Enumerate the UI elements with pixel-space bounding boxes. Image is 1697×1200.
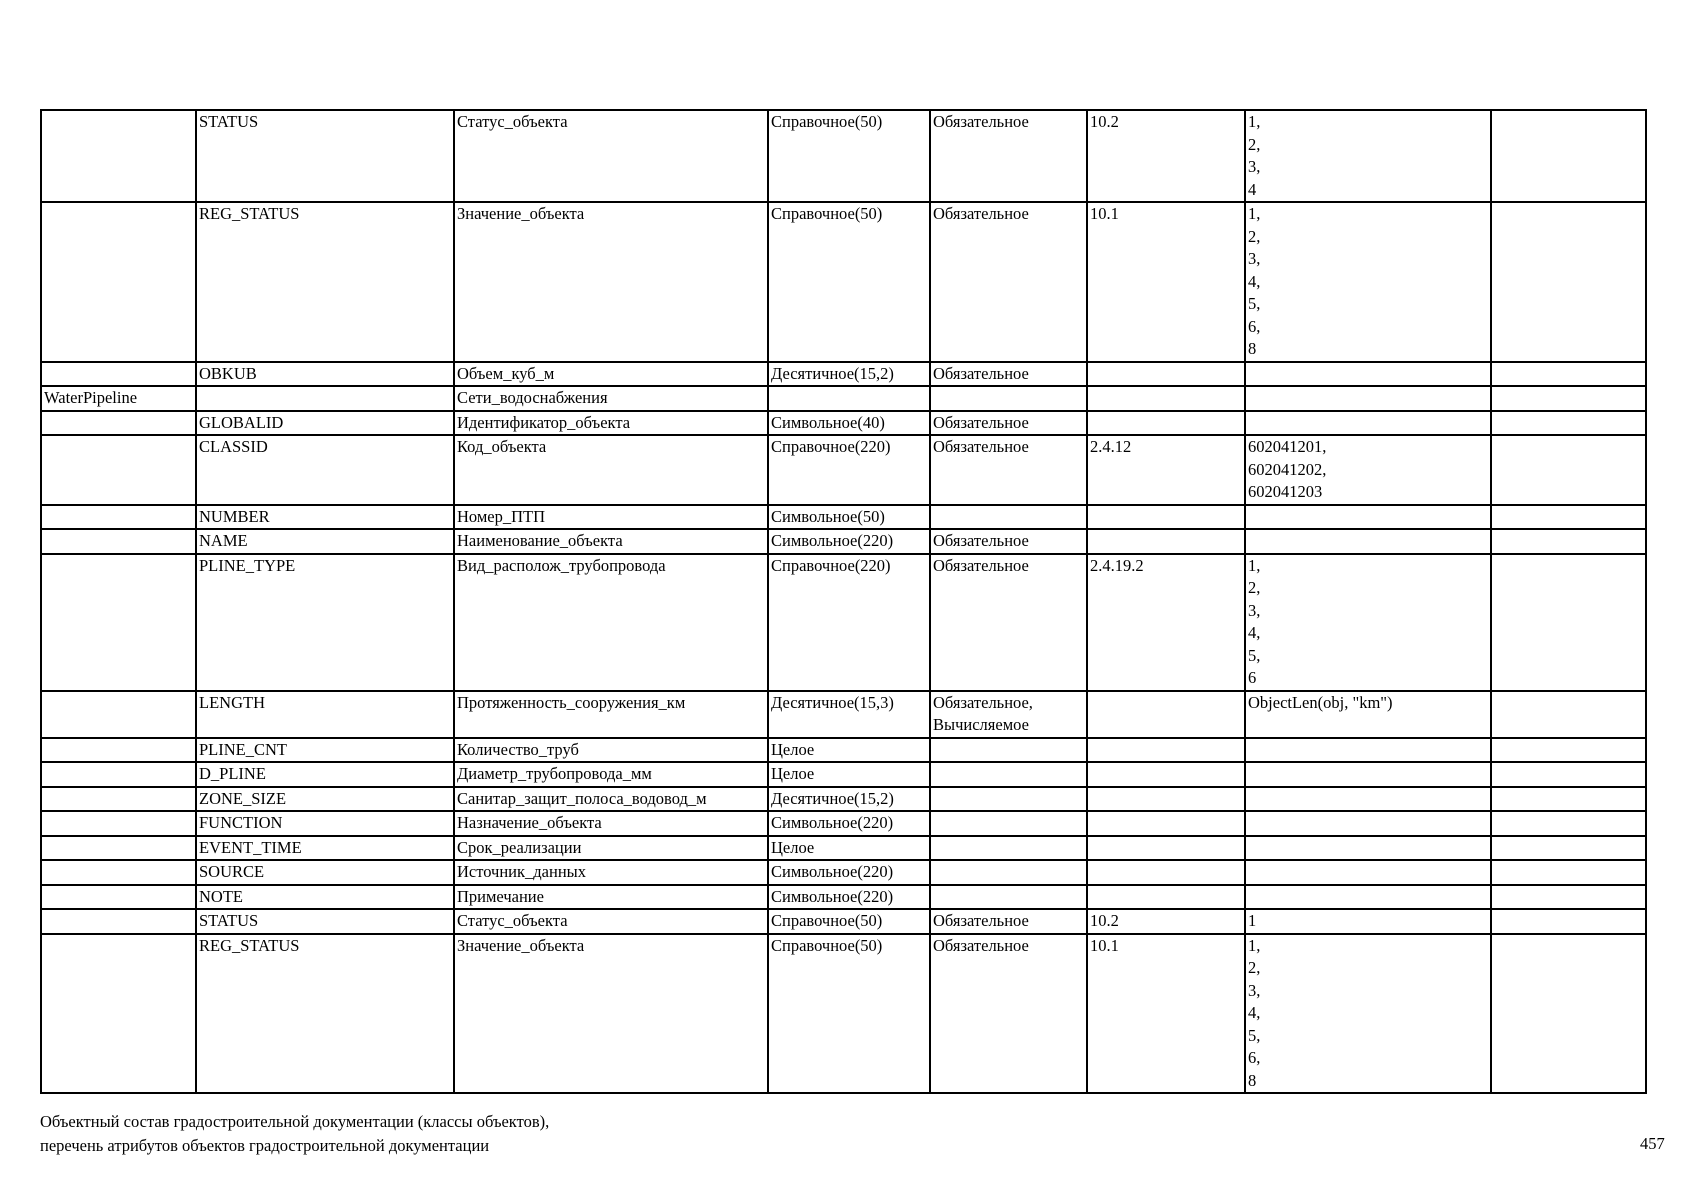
class-name-cell (41, 691, 196, 738)
class-name-cell (41, 411, 196, 436)
table-row (41, 435, 1646, 505)
note-cell (1491, 362, 1646, 387)
requirement-cell: Обязательное (930, 202, 1087, 362)
footer-caption-line-2: перечень атрибутов объектов градостроительной документации (40, 1136, 490, 1155)
attribute-name-cell: EVENT_TIME (196, 836, 454, 861)
table-row (41, 738, 1646, 763)
requirement-cell: Обязательное (930, 529, 1087, 554)
attribute-name-cell: REG_STATUS (196, 202, 454, 362)
requirement-cell (930, 885, 1087, 910)
data-type-cell: Десятичное(15,2) (768, 362, 930, 387)
class-name-cell (41, 836, 196, 861)
attribute-alias-cell: Объем_куб_м (454, 362, 768, 387)
attribute-name-cell: NAME (196, 529, 454, 554)
table-row (41, 787, 1646, 812)
requirement-cell (930, 738, 1087, 763)
data-type-cell: Справочное(50) (768, 110, 930, 202)
class-name-cell (41, 787, 196, 812)
attribute-name-cell: ZONE_SIZE (196, 787, 454, 812)
class-name-cell (41, 738, 196, 763)
note-cell (1491, 909, 1646, 934)
class-name-cell (41, 529, 196, 554)
note-cell (1491, 885, 1646, 910)
reference-cell (1087, 836, 1245, 861)
attribute-name-cell: REG_STATUS (196, 934, 454, 1094)
attribute-alias-cell: Статус_объекта (454, 110, 768, 202)
attribute-alias-cell: Диаметр_трубопровода_мм (454, 762, 768, 787)
requirement-cell (930, 836, 1087, 861)
class-name-cell (41, 860, 196, 885)
requirement-cell: Обязательное (930, 110, 1087, 202)
attribute-table-body (41, 110, 1646, 1093)
reference-cell (1087, 738, 1245, 763)
attribute-name-cell: OBKUB (196, 362, 454, 387)
attribute-name-cell: FUNCTION (196, 811, 454, 836)
note-cell (1491, 411, 1646, 436)
attribute-name-cell: NUMBER (196, 505, 454, 530)
note-cell (1491, 762, 1646, 787)
attribute-name-cell: GLOBALID (196, 411, 454, 436)
attribute-name-cell: PLINE_TYPE (196, 554, 454, 691)
attribute-table (40, 109, 1647, 1094)
footer-caption-line-1: Объектный состав градостроительной документации (классы объектов), (40, 1112, 550, 1131)
attribute-alias-cell: Назначение_объекта (454, 811, 768, 836)
table-row (41, 362, 1646, 387)
note-cell (1491, 836, 1646, 861)
data-type-cell: Символьное(40) (768, 411, 930, 436)
class-name-cell (41, 811, 196, 836)
note-cell (1491, 505, 1646, 530)
note-cell (1491, 110, 1646, 202)
allowed-values-cell: 1 (1245, 909, 1491, 934)
table-row (41, 762, 1646, 787)
attribute-alias-cell: Статус_объекта (454, 909, 768, 934)
attribute-alias-cell: Номер_ПТП (454, 505, 768, 530)
attribute-alias-cell: Источник_данных (454, 860, 768, 885)
attribute-name-cell: PLINE_CNT (196, 738, 454, 763)
attribute-name-cell: SOURCE (196, 860, 454, 885)
reference-cell: 10.2 (1087, 110, 1245, 202)
attribute-alias-cell: Срок_реализации (454, 836, 768, 861)
class-name-cell (41, 110, 196, 202)
class-name-cell (41, 362, 196, 387)
table-row (41, 934, 1646, 1094)
data-type-cell: Десятичное(15,3) (768, 691, 930, 738)
allowed-values-cell: 1, 2, 3, 4, 5, 6 (1245, 554, 1491, 691)
attribute-alias-cell: Количество_труб (454, 738, 768, 763)
allowed-values-cell (1245, 505, 1491, 530)
allowed-values-cell (1245, 885, 1491, 910)
table-row (41, 202, 1646, 362)
data-type-cell: Справочное(50) (768, 202, 930, 362)
attribute-alias-cell: Протяженность_сооружения_км (454, 691, 768, 738)
table-row (41, 554, 1646, 691)
attribute-name-cell (196, 386, 454, 411)
requirement-cell (930, 860, 1087, 885)
note-cell (1491, 738, 1646, 763)
attribute-alias-cell: Вид_располож_трубопровода (454, 554, 768, 691)
reference-cell: 2.4.12 (1087, 435, 1245, 505)
allowed-values-cell (1245, 411, 1491, 436)
table-row (41, 505, 1646, 530)
data-type-cell: Целое (768, 738, 930, 763)
class-name-cell: WaterPipeline (41, 386, 196, 411)
allowed-values-cell: ObjectLen(obj, "km") (1245, 691, 1491, 738)
data-type-cell: Целое (768, 836, 930, 861)
note-cell (1491, 435, 1646, 505)
attribute-table-container (40, 109, 1645, 1094)
data-type-cell: Справочное(220) (768, 554, 930, 691)
requirement-cell: Обязательное (930, 554, 1087, 691)
reference-cell (1087, 860, 1245, 885)
requirement-cell: Обязательное, Вычисляемое (930, 691, 1087, 738)
reference-cell: 10.2 (1087, 909, 1245, 934)
requirement-cell (930, 762, 1087, 787)
class-name-cell (41, 202, 196, 362)
allowed-values-cell (1245, 811, 1491, 836)
allowed-values-cell (1245, 386, 1491, 411)
data-type-cell: Символьное(220) (768, 529, 930, 554)
data-type-cell: Символьное(220) (768, 860, 930, 885)
reference-cell (1087, 529, 1245, 554)
data-type-cell (768, 386, 930, 411)
table-row (41, 529, 1646, 554)
class-name-cell (41, 762, 196, 787)
attribute-name-cell: CLASSID (196, 435, 454, 505)
attribute-alias-cell: Наименование_объекта (454, 529, 768, 554)
data-type-cell: Десятичное(15,2) (768, 787, 930, 812)
class-name-cell (41, 934, 196, 1094)
attribute-name-cell: LENGTH (196, 691, 454, 738)
data-type-cell: Справочное(50) (768, 909, 930, 934)
requirement-cell (930, 811, 1087, 836)
attribute-name-cell: STATUS (196, 909, 454, 934)
table-row (41, 811, 1646, 836)
table-row (41, 386, 1646, 411)
reference-cell (1087, 386, 1245, 411)
data-type-cell: Справочное(220) (768, 435, 930, 505)
allowed-values-cell (1245, 836, 1491, 861)
data-type-cell: Символьное(220) (768, 885, 930, 910)
note-cell (1491, 554, 1646, 691)
class-name-cell (41, 885, 196, 910)
requirement-cell (930, 787, 1087, 812)
allowed-values-cell: 1, 2, 3, 4, 5, 6, 8 (1245, 934, 1491, 1094)
class-name-cell (41, 505, 196, 530)
reference-cell: 10.1 (1087, 202, 1245, 362)
reference-cell: 10.1 (1087, 934, 1245, 1094)
attribute-alias-cell: Код_объекта (454, 435, 768, 505)
reference-cell (1087, 787, 1245, 812)
requirement-cell: Обязательное (930, 362, 1087, 387)
attribute-name-cell: D_PLINE (196, 762, 454, 787)
table-row (41, 110, 1646, 202)
page-number: 457 (1640, 1134, 1665, 1153)
attribute-alias-cell: Значение_объекта (454, 934, 768, 1094)
allowed-values-cell: 1, 2, 3, 4, 5, 6, 8 (1245, 202, 1491, 362)
data-type-cell: Целое (768, 762, 930, 787)
attribute-alias-cell: Значение_объекта (454, 202, 768, 362)
allowed-values-cell: 1, 2, 3, 4 (1245, 110, 1491, 202)
note-cell (1491, 529, 1646, 554)
attribute-alias-cell: Идентификатор_объекта (454, 411, 768, 436)
note-cell (1491, 202, 1646, 362)
class-name-cell (41, 435, 196, 505)
requirement-cell: Обязательное (930, 435, 1087, 505)
data-type-cell: Справочное(50) (768, 934, 930, 1094)
attribute-alias-cell: Сети_водоснабжения (454, 386, 768, 411)
table-row (41, 860, 1646, 885)
note-cell (1491, 860, 1646, 885)
allowed-values-cell (1245, 738, 1491, 763)
requirement-cell: Обязательное (930, 909, 1087, 934)
allowed-values-cell (1245, 362, 1491, 387)
attribute-name-cell: STATUS (196, 110, 454, 202)
data-type-cell: Символьное(50) (768, 505, 930, 530)
class-name-cell (41, 554, 196, 691)
footer-caption (40, 1110, 1040, 1158)
requirement-cell: Обязательное (930, 411, 1087, 436)
class-name-cell (41, 909, 196, 934)
table-row (41, 885, 1646, 910)
note-cell (1491, 787, 1646, 812)
note-cell (1491, 386, 1646, 411)
note-cell (1491, 691, 1646, 738)
attribute-alias-cell: Примечание (454, 885, 768, 910)
table-row (41, 691, 1646, 738)
allowed-values-cell: 602041201, 602041202, 602041203 (1245, 435, 1491, 505)
requirement-cell (930, 386, 1087, 411)
note-cell (1491, 811, 1646, 836)
allowed-values-cell (1245, 787, 1491, 812)
data-type-cell: Символьное(220) (768, 811, 930, 836)
allowed-values-cell (1245, 529, 1491, 554)
reference-cell (1087, 362, 1245, 387)
reference-cell: 2.4.19.2 (1087, 554, 1245, 691)
reference-cell (1087, 762, 1245, 787)
table-row (41, 411, 1646, 436)
table-row (41, 909, 1646, 934)
reference-cell (1087, 885, 1245, 910)
attribute-name-cell: NOTE (196, 885, 454, 910)
reference-cell (1087, 811, 1245, 836)
allowed-values-cell (1245, 762, 1491, 787)
reference-cell (1087, 691, 1245, 738)
allowed-values-cell (1245, 860, 1491, 885)
requirement-cell (930, 505, 1087, 530)
note-cell (1491, 934, 1646, 1094)
reference-cell (1087, 505, 1245, 530)
requirement-cell: Обязательное (930, 934, 1087, 1094)
reference-cell (1087, 411, 1245, 436)
attribute-alias-cell: Санитар_защит_полоса_водовод_м (454, 787, 768, 812)
table-row (41, 836, 1646, 861)
